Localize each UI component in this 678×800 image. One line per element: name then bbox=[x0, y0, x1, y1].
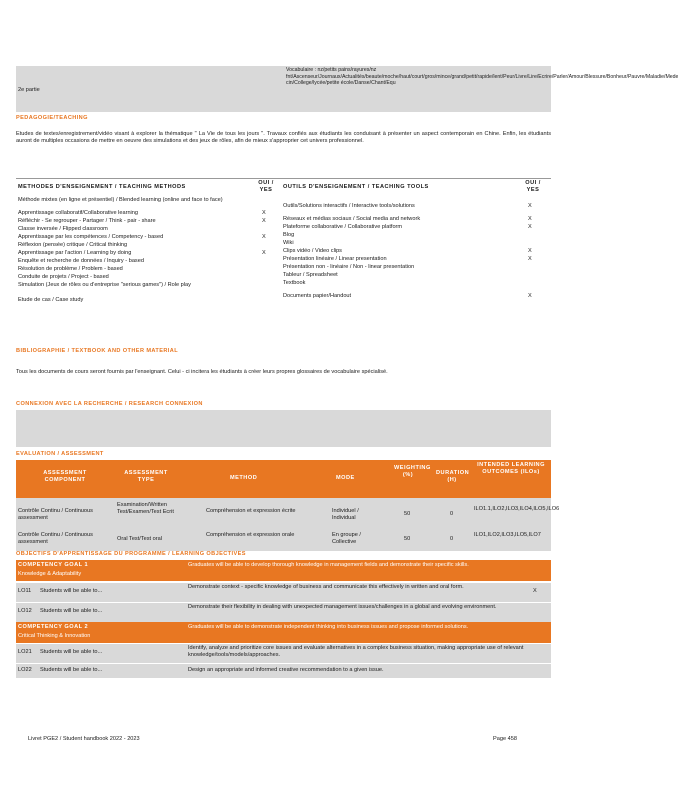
lo-code: LO12 bbox=[18, 608, 32, 614]
objective-row bbox=[16, 664, 551, 678]
eval-col-mode: MODE bbox=[336, 475, 355, 481]
eval-cell-duration: 0 bbox=[450, 536, 454, 542]
objective-row bbox=[16, 603, 551, 622]
tool-mark: X bbox=[528, 216, 532, 222]
eval-cell-ilos: ILO1.1,ILO2,ILO3,ILO4,ILO5,ILO6 bbox=[474, 506, 560, 512]
method-mark: X bbox=[262, 210, 266, 216]
methods-oui-header: OUI / YES bbox=[258, 180, 274, 193]
eval-cell-component: Contrôle Continu / Continuous assessment bbox=[18, 532, 93, 545]
method-mark: X bbox=[262, 218, 266, 224]
tool-label: Plateforme collaborative / Collaborative platform bbox=[283, 224, 403, 230]
tool-label: Présentation non - linéaire / Non - linear presentation bbox=[283, 264, 415, 270]
lo-text: Design an appropriate and informed creative recommendation to a given issue. bbox=[188, 667, 384, 673]
objective-row bbox=[16, 644, 551, 663]
competency-goal-row bbox=[16, 622, 551, 643]
evaluation-row bbox=[16, 527, 551, 551]
methods-list bbox=[18, 197, 276, 305]
evaluation-title: EVALUATION / ASSESSMENT bbox=[16, 451, 104, 457]
competency-goal-row bbox=[16, 560, 551, 581]
lo-sub: Students will be able to... bbox=[40, 608, 103, 614]
tool-label: Tableur / Spreadsheet bbox=[283, 272, 338, 278]
goal-text: Graduates will be able to develop thorough knowledge in management fields and demonstrate their specific skills. bbox=[188, 562, 469, 568]
tool-mark: X bbox=[528, 256, 532, 262]
vocabulary-box bbox=[286, 67, 678, 87]
lo-sub: Students will be able to... bbox=[40, 667, 103, 673]
method-label: Enquête et recherche de données / Inquiry - based bbox=[18, 258, 144, 264]
methods-header: METHODES D'ENSEIGNEMENT / TEACHING METHODS bbox=[18, 184, 186, 190]
lo-code: LO21 bbox=[18, 649, 32, 655]
eval-cell-method: Compréhension et expression écrite bbox=[206, 508, 296, 514]
tools-oui-header: OUI / YES bbox=[525, 180, 541, 193]
tools-header: OUTILS D'ENSEIGNEMENT / TEACHING TOOLS bbox=[283, 184, 429, 190]
lo-mark: X bbox=[533, 588, 537, 594]
goal-code: COMPETENCY GOAL 2 bbox=[18, 624, 89, 630]
tool-label: Clips vidéo / Video clips bbox=[283, 248, 342, 254]
goal-code: COMPETENCY GOAL 1 bbox=[18, 562, 89, 568]
bibliography-title: BIBLIOGRAPHIE / TEXTBOOK AND OTHER MATERIAL bbox=[16, 348, 179, 354]
eval-col-ilos: INTENDED LEARNING OUTCOMES (ILOs) bbox=[477, 462, 545, 475]
method-label: Méthode mixtes (en ligne et présentiel) / Blended learning (online and face to face) bbox=[18, 197, 223, 203]
vocabulary-label: Vocabulaire bbox=[286, 67, 314, 73]
footer-handbook: Livret PGE2 / Student handbook 2022 - 2023 bbox=[28, 736, 140, 742]
part-label: 2e partie bbox=[18, 87, 40, 93]
method-label: Réfléchir - Se regrouper - Partager / Think - pair - share bbox=[18, 218, 156, 224]
method-label: Etude de cas / Case study bbox=[18, 297, 84, 303]
evaluation-header-row bbox=[16, 460, 551, 498]
eval-col-weighting: WEIGHTING (%) bbox=[394, 465, 431, 478]
tools-list bbox=[283, 203, 545, 301]
lo-code: LO11 bbox=[18, 588, 32, 594]
eval-cell-weighting: 50 bbox=[404, 536, 411, 542]
tool-label: Documents papier/Handout bbox=[283, 293, 352, 299]
goal-sub: Knowledge & Adaptability bbox=[18, 571, 82, 577]
lo-text: Demonstrate context - specific knowledge of business and communicate this effectively in written and oral form. bbox=[188, 584, 464, 590]
tool-label: Réseaux et médias sociaux / Social media and network bbox=[283, 216, 421, 222]
tool-mark: X bbox=[528, 248, 532, 254]
objective-row bbox=[16, 583, 551, 602]
lo-sub: Students will be able to... bbox=[40, 649, 103, 655]
eval-cell-ilos: ILO1,ILO2,ILO3,ILO5,ILO7 bbox=[474, 532, 541, 538]
footer-page-number: Page 458 bbox=[493, 736, 517, 742]
eval-cell-mode: En groupe / Collective bbox=[332, 532, 361, 545]
vocabulary-text: : nz/petits pains/rayures/nz fnt/Ascenseur/Journaux/Actualités/beaute/moche/haut/court/gros/mince/grand/petit/rapide/lent/Peur/Livre/Lire/Ecrire/Parler/Amour/Blessure/Bonheur/Pauvre/Maladie/Mede cin/College/lycée/petite école/Danse/Chant/Equ bbox=[286, 67, 678, 86]
pedagogy-title: PEDAGOGIE/TEACHING bbox=[16, 115, 88, 121]
method-label: Apprentissage collaboratif/Collaborative learning bbox=[18, 210, 139, 216]
lo-code: LO22 bbox=[18, 667, 32, 673]
lo-text: Identify, analyze and prioritize core issues and evaluate alternatives in a complex business situation, making appropriate use of relevant knowledge/tools/models/approaches. bbox=[188, 645, 524, 658]
research-box bbox=[16, 410, 551, 447]
eval-cell-type: Examination/Written Test/Examen/Test Ecrit bbox=[117, 502, 174, 515]
goal-sub: Critical Thinking & Innovation bbox=[18, 633, 91, 639]
method-label: Simulation (Jeux de rôles ou d'entreprise "serious games") / Role play bbox=[18, 282, 191, 288]
goal-text: Graduates will be able to demonstrate independent thinking into business issues and propose informed solutions. bbox=[188, 624, 469, 630]
eval-col-method: METHOD bbox=[230, 475, 258, 481]
lo-sub: Students will be able to... bbox=[40, 588, 103, 594]
tool-label: Wiki bbox=[283, 240, 294, 246]
eval-cell-mode: Individuel / Individual bbox=[332, 508, 359, 521]
tool-label: Outils/Solutions interactifs / Interactive tools/solutions bbox=[283, 203, 415, 209]
eval-cell-duration: 0 bbox=[450, 511, 454, 517]
tool-label: Présentation linéaire / Linear presentation bbox=[283, 256, 387, 262]
tool-mark: X bbox=[528, 224, 532, 230]
method-label: Apprentissage par les compétences / Competency - based bbox=[18, 234, 164, 240]
pedagogy-text: Etudes de textes/enregistrement/vidéo visant à explorer la thématique " La Vie de tous les jours ". Travaux confiés aux étudiants les conduisant à présenter un aspect contemporain en Chine. Enfin, les étudiants auront de multiples occasions de mettre en oeuvre des simulations et des jeux de rôles, afin de mieux s'approprier cet univers professionnel. bbox=[16, 131, 551, 144]
tool-label: Blog bbox=[283, 232, 295, 238]
tool-mark: X bbox=[528, 203, 532, 209]
method-label: Conduite de projets / Project - based bbox=[18, 274, 109, 280]
method-label: Réflexion (pensée) critique / Critical thinking bbox=[18, 242, 128, 248]
research-title: CONNEXION AVEC LA RECHERCHE / RESEARCH CONNEXION bbox=[16, 401, 203, 407]
bibliography-text: Tous les documents de cours seront fournis par l'enseignant. Celui - ci incitera les étudiants à créer leurs propres glossaires de vocabulaire spécialisé. bbox=[16, 369, 388, 375]
method-mark: X bbox=[262, 250, 266, 256]
eval-cell-method: Compréhension et expression orale bbox=[206, 532, 295, 538]
method-label: Résolution de problème / Problem - based bbox=[18, 266, 123, 272]
lo-text: Demonstrate their flexibility in dealing with unexpected management issues/challenges in a global and evolving environment. bbox=[188, 604, 497, 610]
method-label: Apprentissage par l'action / Learning by doing bbox=[18, 250, 132, 256]
method-label: Classe inversée / Flipped classroom bbox=[18, 226, 108, 232]
eval-cell-type: Oral Test/Test oral bbox=[117, 536, 162, 542]
evaluation-row bbox=[16, 501, 560, 525]
eval-col-component: ASSESSMENT COMPONENT bbox=[43, 470, 87, 483]
eval-cell-component: Contrôle Continu / Continuous assessment bbox=[18, 508, 93, 521]
eval-col-duration: DURATION (H) bbox=[436, 470, 470, 483]
tool-mark: X bbox=[528, 293, 532, 299]
method-mark: X bbox=[262, 234, 266, 240]
eval-col-type: ASSESSMENT TYPE bbox=[124, 470, 168, 483]
tool-label: Textbook bbox=[283, 280, 306, 286]
eval-cell-weighting: 50 bbox=[404, 511, 411, 517]
objectives-title: OBJECTIFS D'APPRENTISSAGE DU PROGRAMME / LEARNING OBJECTIVES bbox=[16, 551, 246, 557]
